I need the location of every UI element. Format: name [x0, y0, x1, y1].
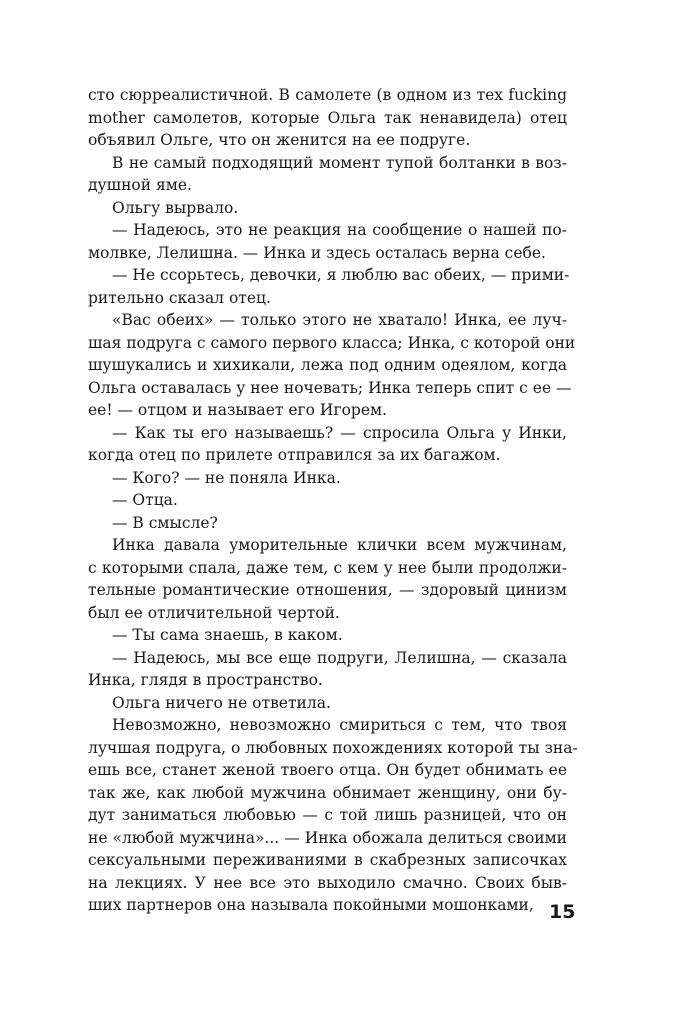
text-line: тельные романтические отношения, — здоровый цинизм [88, 581, 567, 599]
text-line: Ольга ничего не ответила. [112, 693, 331, 712]
text-line: был ее отличительной чертой. [88, 603, 340, 622]
text-line: шая подруга с самого первого класса; Инка, с которой они [88, 333, 576, 352]
text-line: — Кого? — не поняла Инка. [112, 468, 341, 487]
text-line: mother самолетов, которые Ольга так ненавидела) отец [88, 108, 567, 127]
text-line: сто сюрреалистичной. В самолете (в одном из тех fucking [88, 86, 567, 104]
text-line: Ольга оставалась у нее ночевать; Инка теперь спит с ее — [88, 378, 572, 397]
text-line: — Отца. [112, 491, 178, 509]
text-line: — Надеюсь, это не реакция на сообщение о нашей по- [112, 221, 567, 239]
text-line: лучшая подруга, о любовных похождениях которой ты зна- [88, 738, 578, 757]
text-line: Невозможно, невозможно смириться с тем, что твоя [112, 716, 567, 734]
text-line: шушукались и хихикали, лежа под одним одеялом, когда [88, 356, 567, 374]
text-line: Ольгу вырвало. [112, 198, 239, 217]
text-line: молвке, Лелишна. — Инка и здесь осталась верна себе. [88, 243, 546, 262]
text-line: так же, как любой мужчина обнимает женщину, они бу- [88, 783, 567, 802]
page-number: 15 [549, 901, 576, 923]
text-line: ешь все, станет женой твоего отца. Он будет обнимать ее [88, 761, 567, 779]
text-line: — Ты сама знаешь, в каком. [112, 626, 343, 644]
text-line: — В смысле? [112, 513, 218, 532]
text-line: объявил Ольге, что он женится на ее подруге. [88, 131, 471, 149]
text-line: не «любой мужчина»... — Инка обожала делиться своими [88, 828, 567, 847]
text-line: когда отец по прилете отправился за их багажом. [88, 446, 501, 464]
text-line: Инка, глядя в пространство. [88, 671, 323, 689]
text-line: В не самый подходящий момент тупой болтанки в воз- [112, 153, 567, 172]
text-line: сексуальными переживаниями в скабрезных записочках [88, 851, 567, 869]
text-line: ших партнеров она называла покойными мошонками, [88, 896, 534, 914]
text-line: дут заниматься любовью — с той лишь разницей, что он [88, 806, 567, 824]
text-line: ее! — отцом и называет его Игорем. [88, 401, 387, 419]
text-line: с которыми спала, даже тем, с кем у нее были продолжи- [88, 558, 567, 577]
text-line: — Надеюсь, мы все еще подруги, Лелишна, — сказала [112, 648, 567, 667]
text-line: душной яме. [88, 176, 192, 194]
text-line: — Не ссорьтесь, девочки, я люблю вас обеих, — прими- [112, 266, 570, 284]
text-line: «Вас обеих» — только этого не хватало! Инка, ее луч- [112, 311, 567, 329]
text-line: рительно сказал отец. [88, 288, 271, 307]
text-line: — Как ты его называешь? — спросила Ольга у Инки, [112, 423, 567, 442]
text-line: на лекциях. У нее все это выходило смачно. Своих быв- [88, 873, 567, 892]
text-line: Инка давала уморительные клички всем мужчинам, [112, 536, 567, 554]
